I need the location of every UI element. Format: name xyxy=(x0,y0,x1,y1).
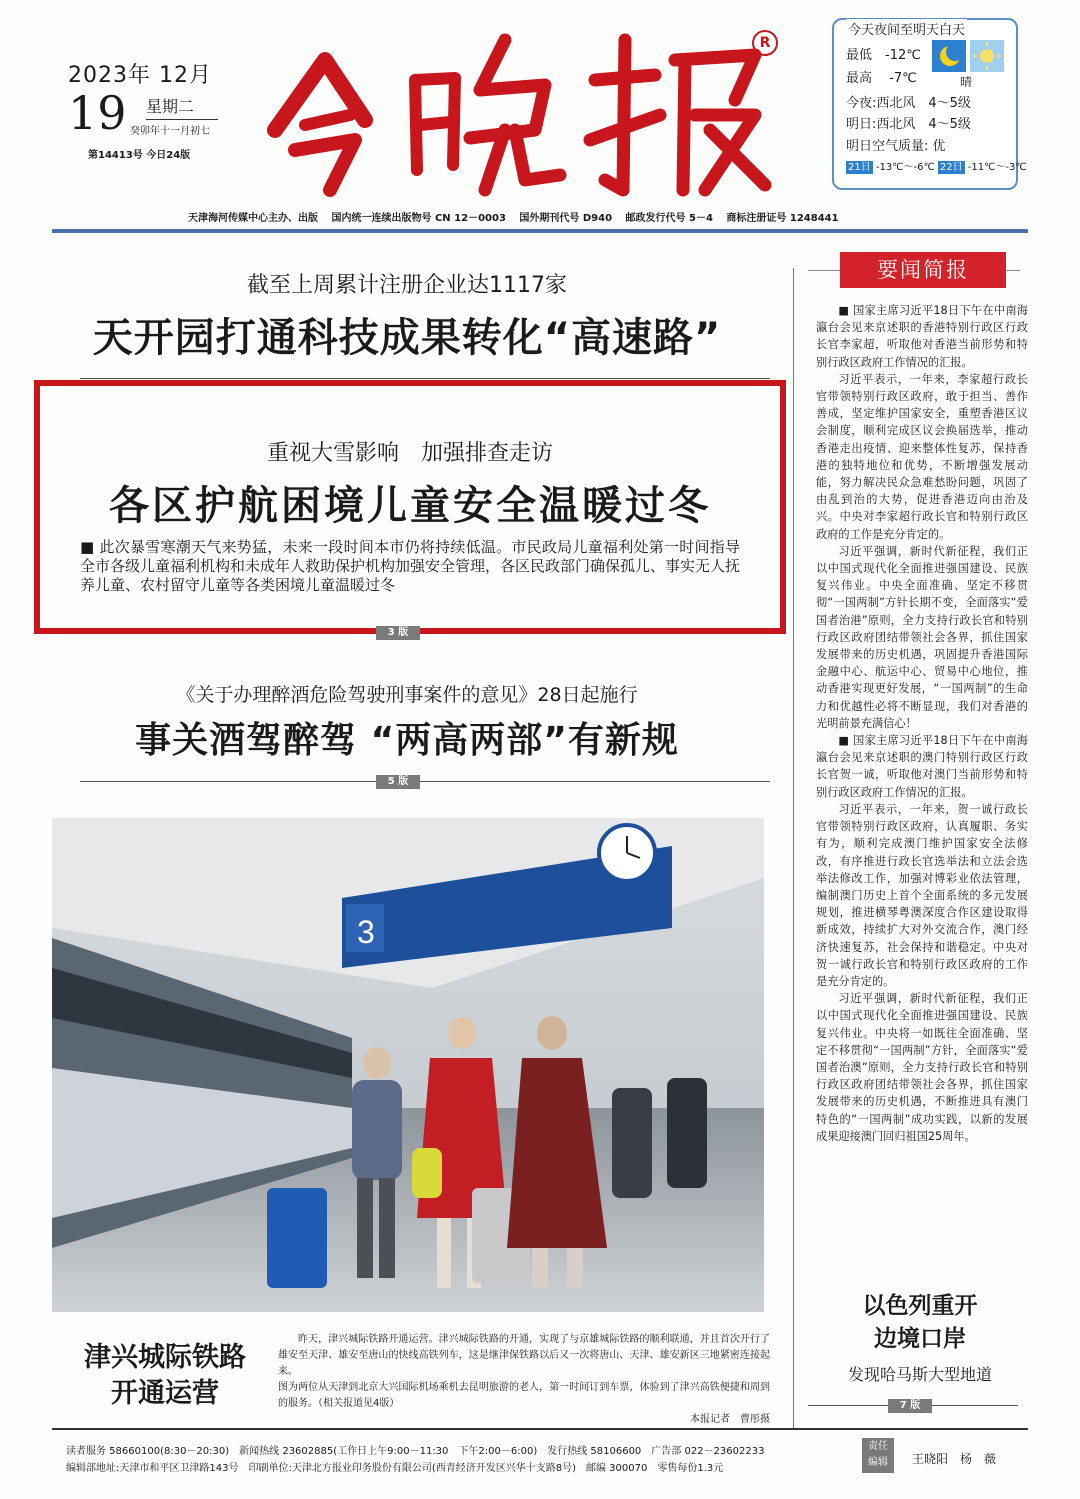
photo-caption-body xyxy=(278,1332,770,1428)
story3-headline[interactable]: 事关酒驾醉驾 “两高两部”有新规 xyxy=(135,720,679,761)
platform-number: 3 xyxy=(357,914,375,950)
weather-box xyxy=(832,18,1027,190)
story5-headline[interactable]: 以色列重开 边境口岸 xyxy=(862,1293,978,1352)
editor-tag: 责任 编辑 xyxy=(862,1438,894,1473)
footer-rule xyxy=(52,1428,1028,1430)
sun-icon xyxy=(970,40,1004,72)
caption-title-line: 津兴城际铁路 开通运营 xyxy=(84,1342,246,1409)
issue-number: 第14413号 今日24版 xyxy=(88,150,191,161)
brief-paragraph: 习近平强调，新时代新征程，我们正以中国式现代化全面推进强国建设、民族复兴伟业。中央全面准确、坚定不移贯彻“一国两制”方针长期不变，全面落实“爱国者治港”原则，全力支持行政长官和特别行政区政府团结带领社会各界，抓住国家发展带来的历史机遇，巩固提升香港国际金融中心、航运中心、贸易中心地位，推动香港实现更好发展，“一国两制”的生命力和优越性必将不断显现，我们对香港的光明前景充满信心！ xyxy=(816,544,1028,730)
briefs-body xyxy=(816,302,1028,1145)
weather-title: 今天夜间至明天白天 xyxy=(846,19,967,38)
weather-low: 最低 -12℃ xyxy=(846,48,921,63)
forecast-day: 22日 xyxy=(939,162,963,173)
caption-text: 昨天，津兴城际铁路开通运营。津兴城际铁路的开通，实现了与京雄城际铁路的顺利联通，并且首次开行了雄安至天津、雄安至唐山的快线高铁列车，这是继津保铁路以后又一次将唐山、天津、雄安新区三地紧密连接起来。 图为两位从天津到北京大兴国际机场乘机去昆明旅游的老人，第一时间订到车票，体验到了津兴高铁便捷和周到的服务。（相关报道见4版） xyxy=(278,1334,770,1409)
weekday: 星期二 xyxy=(146,94,218,120)
moon-icon xyxy=(932,40,966,72)
masthead-logo xyxy=(255,20,780,200)
train-platform-photo xyxy=(52,818,764,1312)
brief-paragraph: ■ 国家主席习近平18日下午在中南海瀛台会见来京述职的香港特别行政区行政长官李家超，听取他对香港当前形势和特别行政区政府工作情况的汇报。 xyxy=(816,304,1028,369)
story2-headline: 各区护航困境儿童安全温暖过冬 xyxy=(109,483,711,529)
date-day: 19 xyxy=(68,86,127,140)
weather-high: 最高 -7℃ xyxy=(846,71,917,86)
page-tag[interactable]: 5 版 xyxy=(376,775,420,789)
editor-names: 王晓阳 杨 薇 xyxy=(912,1452,997,1466)
brief-paragraph: 习近平强调，新时代新征程，我们正以中国式现代化全面推进强国建设、民族复兴伟业。中央将一如既往全面准确、坚定不移贯彻“一国两制”方针，全面落实“爱国者治澳”原则，全力支持行政长官和特别行政区政府团结带领社会各界，抓住国家发展带来的历史机遇，不断推进具有澳门特色的“一国两制”成功实践，以新的发展成果迎接澳门回归祖国25周年。 xyxy=(816,992,1028,1143)
brief-paragraph: 习近平表示，一年来，贺一诚行政长官带领特别行政区政府，认真履职、务实有为，顺利完成澳门维护国家安全法修改，有序推进行政长官选举法和立法会选举法修改工作，加强对博彩业依法管理，编制澳门历史上首个全面系统的多元发展规划，推进横琴粤澳深度合作区建设取得新成效，持续扩大对外交流合作，澳门经济快速复苏，社会保持和谐稳定。中央对贺一诚行政长官和特别行政区政府的工作是充分肯定的。 xyxy=(816,802,1028,988)
story2-box[interactable] xyxy=(34,380,786,634)
lunar-date: 癸卯年十一月初七 xyxy=(130,126,210,137)
tomorrow-wind: 明日:西北风 4～5级 xyxy=(846,117,971,132)
page-tag[interactable]: 7 版 xyxy=(888,1399,932,1413)
caption-credit: 本报记者 曹彤摄 xyxy=(690,1414,770,1425)
photo-caption-title[interactable] xyxy=(60,1340,270,1412)
publisher-line: 天津海河传媒中心主办、出版 国内统一连续出版物号 CN 12－0003 国外期刊代号 D940 邮政发行代号 5－4 商标注册证号 1248441 xyxy=(188,213,839,224)
news-photo[interactable] xyxy=(52,818,764,1312)
footer-address: 编辑部地址:天津市和平区卫津路143号 印刷单位:天津北方报业印务股份有限公司(西青经济开发区兴华十支路8号) 邮编 300070 零售每份1.3元 xyxy=(66,1463,724,1474)
brief-paragraph: ■ 国家主席习近平18日下午在中南海瀛台会见来京述职的澳门特别行政区行政长官贺一诚，听取他对澳门当前形势和特别行政区政府工作情况的汇报。 xyxy=(816,734,1028,799)
brief-paragraph: 习近平表示，一年来，李家超行政长官带领特别行政区政府，敢于担当、善作善成，坚定维护国家安全，重塑香港区议会制度，顺利完成区议会换届选举，推动香港走出疫情、迎来整体性复苏，保持香港的独特地位和优势，不断增强发展动能，努力解决民众急难愁盼问题，巩固了由乱到治的大势，促进香港迈向由治及兴。中央对李家超行政长官和特别行政区政府的工作是充分肯定的。 xyxy=(816,372,1028,541)
column-divider xyxy=(793,268,794,1428)
briefs-header: 要闻简报 xyxy=(840,252,1006,288)
story1-headline[interactable]: 天开园打通科技成果转化“高速路” xyxy=(92,315,722,361)
divider xyxy=(80,378,770,379)
weather-icons xyxy=(932,40,1006,74)
air-quality: 明日空气质量: 优 xyxy=(846,139,946,154)
footer-contacts: 读者服务 58660100(8:30－20:30) 新闻热线 23602885(工作日上午9:00－11:30 下午2:00－6:00) 发行热线 58106600 广告部 022－23602233 xyxy=(66,1446,765,1457)
story3-subhead[interactable]: 《关于办理醉酒危险驾驶刑事案件的意见》28日起施行 xyxy=(176,684,638,706)
top-rule xyxy=(52,229,1028,233)
story2-subhead: 重视大雪影响 加强排查走访 xyxy=(266,441,553,466)
page-tag[interactable]: 3 版 xyxy=(376,626,420,640)
weather-forecast xyxy=(846,158,1027,173)
divider xyxy=(80,781,770,782)
registered-mark: R xyxy=(752,30,778,56)
forecast-range: -13℃～-6℃ xyxy=(875,162,935,173)
story5-subhead[interactable]: 发现哈马斯大型地道 xyxy=(847,1365,992,1384)
date-block xyxy=(68,58,248,161)
story2-body: ■ 此次暴雪寒潮天气来势猛，未来一段时间本市仍将持续低温。市民政局儿童福利处第一时间指导全市各级儿童福利机构和未成年人救助保护机构加强安全管理，各区民政部门确保孤儿、事实无人抚养儿童、农村留守儿童等各类困境儿童温暖过冬 xyxy=(80,538,741,594)
tonight-wind: 今夜:西北风 4～5级 xyxy=(846,96,971,111)
paper-name: 今晚报 xyxy=(255,20,258,21)
forecast-range: -11℃～-3℃ xyxy=(967,162,1027,173)
weather-condition: 晴 xyxy=(960,75,973,89)
forecast-day: 21日 xyxy=(848,162,871,173)
story1-subhead[interactable]: 截至上周累计注册企业达1117家 xyxy=(247,273,567,298)
date-year-month: 2023年 12月 xyxy=(68,63,212,88)
